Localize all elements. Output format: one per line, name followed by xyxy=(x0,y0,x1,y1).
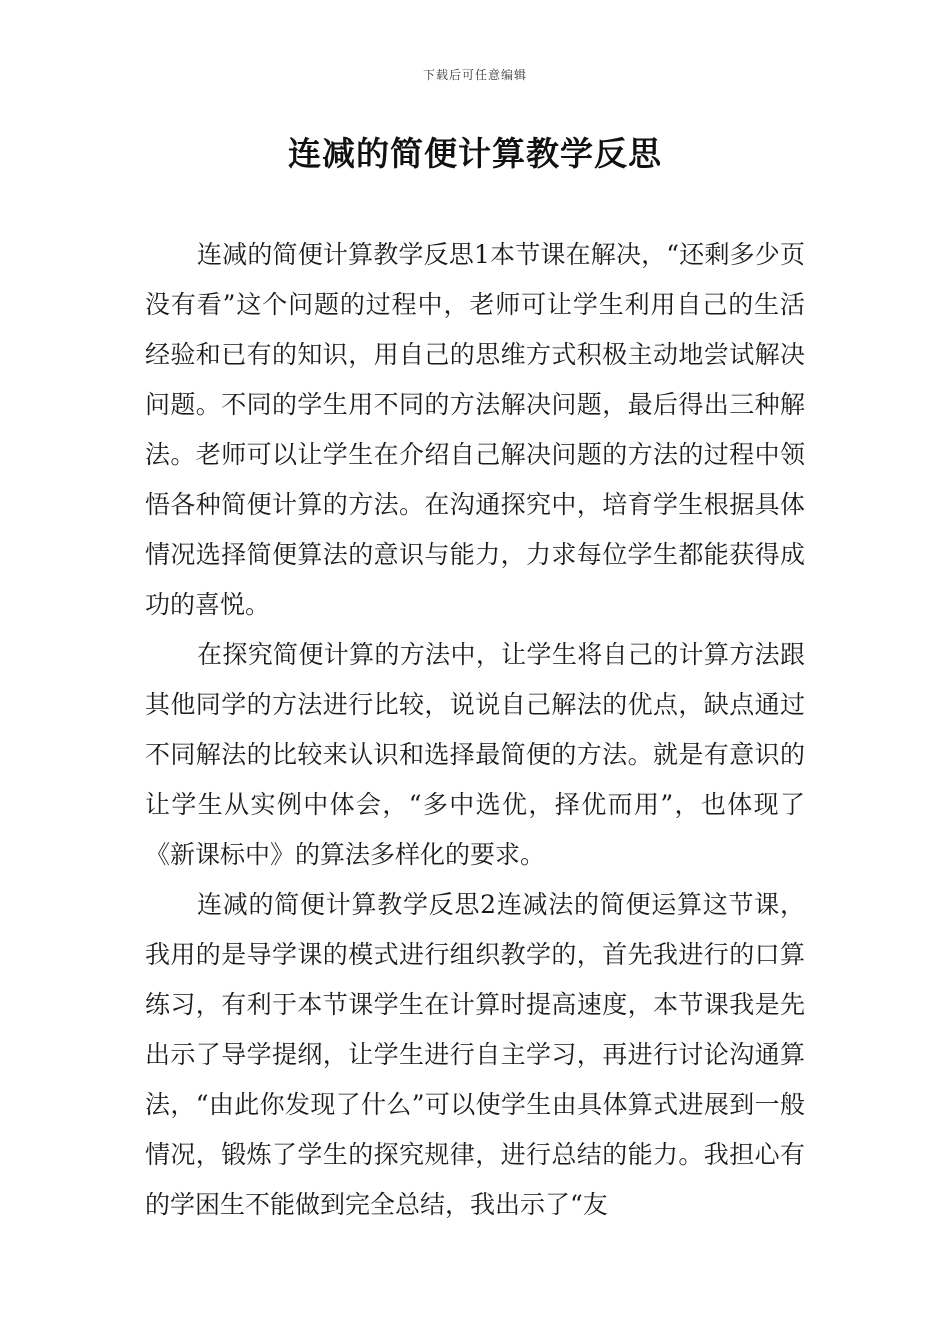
paragraph-3: 连减的简便计算教学反思2连减法的简便运算这节课，我用的是导学课的模式进行组织教学的，首先我进行的口算练习，有利于本节课学生在计算时提高速度，本节课我是先出示了导学提纲，让学生进行自主学习，再进行讨论沟通算法，“由此你发现了什么”可以使学生由具体算式进展到一般情况，锻炼了学生的探究规律，进行总结的能力。我担心有的学困生不能做到完全总结，我出示了“友 xyxy=(145,890,805,1219)
paragraph-2: 在探究简便计算的方法中，让学生将自己的计算方法跟其他同学的方法进行比较，说说自己解法的优点，缺点通过不同解法的比较来认识和选择最简便的方法。就是有意识的让学生从实例中体会，“多中选优，择优而用”，也体现了《新课标中》的算法多样化的要求。 xyxy=(145,640,805,869)
header-note: 下载后可任意编辑 xyxy=(422,68,527,82)
document-body xyxy=(145,230,805,1230)
paragraph-1: 连减的简便计算教学反思1本节课在解决，“还剩多少页没有看”这个问题的过程中，老师可让学生利用自己的生活经验和已有的知识，用自己的思维方式积极主动地尝试解决问题。不同的学生用不同的方法解决问题，最后得出三种解法。老师可以让学生在介绍自己解决问题的方法的过程中领悟各种简便计算的方法。在沟通探究中，培育学生根据具体情况选择简便算法的意识与能力，力求每位学生都能获得成功的喜悦。 xyxy=(145,240,805,619)
document-title: 连减的简便计算教学反思 xyxy=(288,134,662,173)
